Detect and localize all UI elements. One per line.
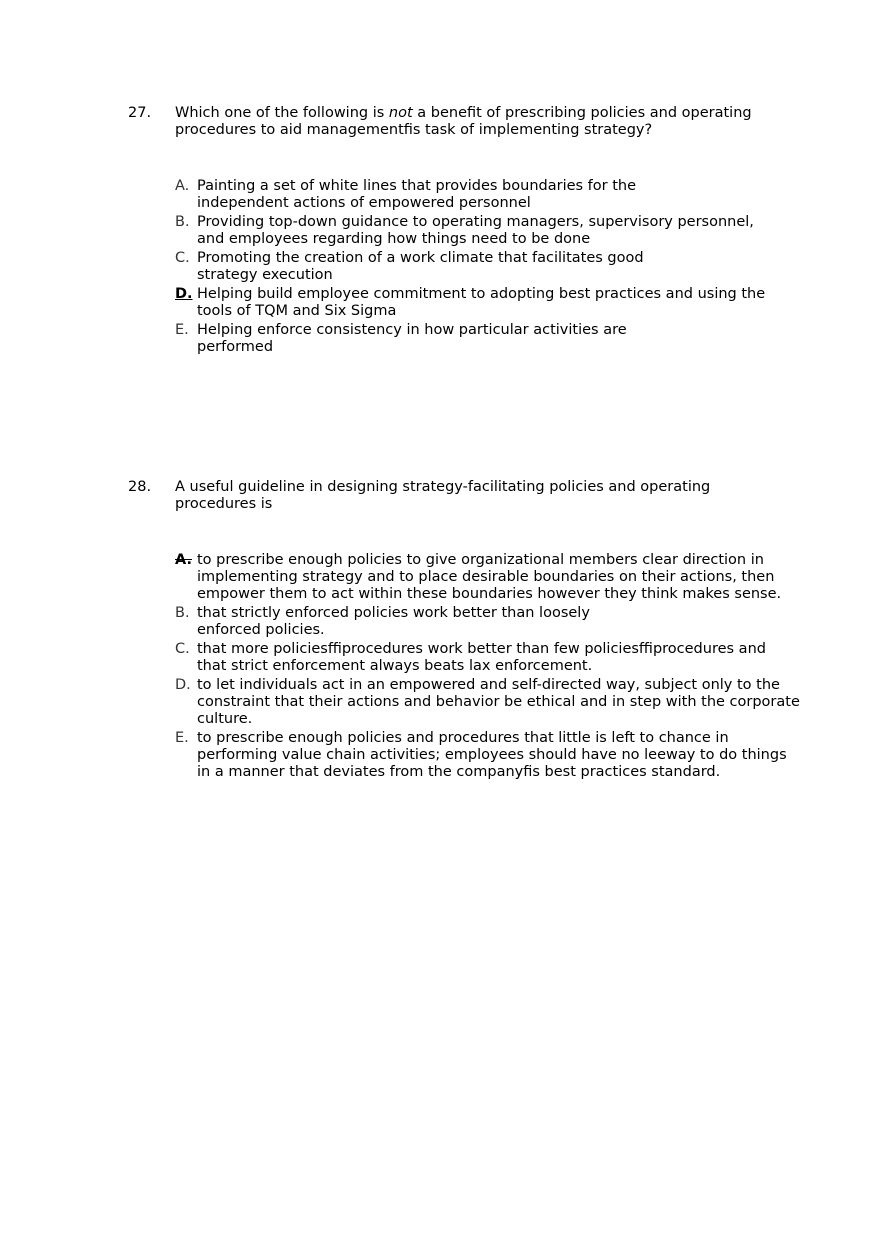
option-a — [175, 552, 797, 603]
option-e — [175, 730, 797, 781]
option-letter: D. — [175, 677, 191, 693]
option-b — [175, 605, 617, 639]
option-letter: C. — [175, 641, 190, 657]
question-header — [128, 479, 808, 513]
emphasis-not: not — [388, 105, 413, 121]
option-c — [175, 641, 792, 675]
option-d — [175, 286, 787, 320]
option-letter: E. — [175, 730, 189, 746]
answer-options — [175, 552, 808, 781]
answer-options — [175, 178, 808, 356]
question-28 — [128, 479, 808, 783]
option-b — [175, 214, 757, 248]
option-text: Providing top-down guidance to operating managers, supervisory personnel, and employees regarding how things need to be done — [197, 214, 754, 247]
option-c — [175, 250, 667, 284]
option-letter: E. — [175, 322, 189, 338]
option-a — [175, 178, 732, 212]
option-text: that more policiesffiprocedures work better than few policiesffiprocedures and that strict enforcement always beats lax enforcement. — [197, 641, 766, 674]
option-d — [175, 677, 802, 728]
option-text: Helping enforce consistency in how particular activities are performed — [197, 322, 627, 355]
option-letter-selected: D. — [175, 286, 193, 302]
option-text: to prescribe enough policies and procedures that little is left to chance in performing value chain activities; employees should have no leeway to do things in a manner that deviates from the companyfis best practices standard. — [197, 730, 787, 780]
option-letter: C. — [175, 250, 190, 266]
option-text: to let individuals act in an empowered and self-directed way, subject only to the constraint that their actions and behavior be ethical and in step with the corporate culture. — [197, 677, 800, 727]
question-stem: A useful guideline in designing strategy-facilitating policies and operating procedures is — [175, 479, 711, 512]
option-letter: B. — [175, 605, 190, 621]
question-number: 27. — [128, 105, 152, 121]
question-header — [128, 105, 808, 139]
option-text: that strictly enforced policies work better than loosely enforced policies. — [197, 605, 590, 638]
option-letter: A. — [175, 178, 190, 194]
question-number: 28. — [128, 479, 152, 495]
option-letter: B. — [175, 214, 190, 230]
question-stem: Which one of the following is not a benefit of prescribing policies and operating procedures to aid managementfis task of implementing strategy? — [175, 105, 752, 138]
option-text: Promoting the creation of a work climate that facilitates good strategy execution — [197, 250, 644, 283]
option-e — [175, 322, 652, 356]
option-letter-selected: A. — [175, 552, 192, 568]
question-27 — [128, 105, 808, 358]
option-text: Painting a set of white lines that provides boundaries for the independent actions of empowered personnel — [197, 178, 637, 211]
option-text: to prescribe enough policies to give organizational members clear direction in implementing strategy and to place desirable boundaries on their actions, then empower them to act within these boundaries however they think makes sense. — [197, 552, 782, 602]
option-text: Helping build employee commitment to adopting best practices and using the tools of TQM and Six Sigma — [197, 286, 766, 319]
